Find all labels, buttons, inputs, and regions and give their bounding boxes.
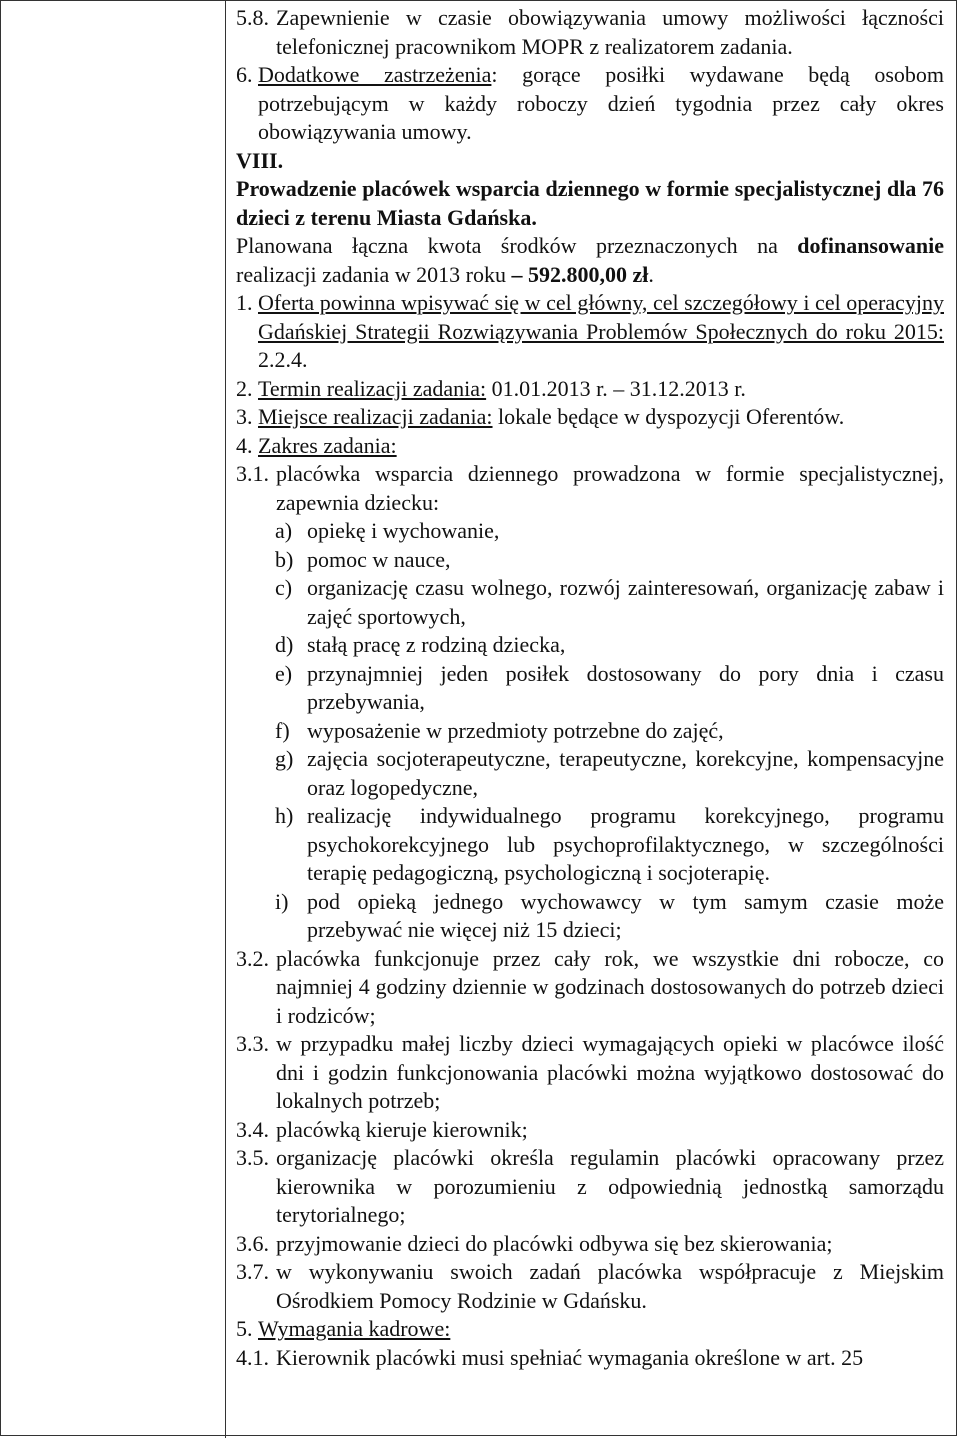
subitem-4-1 bbox=[236, 1344, 944, 1373]
item-text: przyjmowanie dzieci do placówki odbywa się bez skierowania; bbox=[276, 1230, 833, 1256]
item-number: 1. bbox=[236, 290, 253, 315]
subitem-3-4 bbox=[236, 1116, 944, 1145]
list-text: zajęcia socjoterapeutyczne, terapeutyczne, korekcyjne, kompensacyjne oraz logopedyczne, bbox=[307, 746, 944, 800]
item-number: 3.5. bbox=[236, 1145, 269, 1170]
subitem-3-1 bbox=[236, 460, 944, 517]
item-4 bbox=[236, 432, 944, 461]
subitem-3-3 bbox=[236, 1030, 944, 1116]
funding-paragraph bbox=[236, 232, 944, 289]
funding-text: realizacji zadania w 2013 roku bbox=[236, 261, 512, 287]
item-label: Zakres zadania: bbox=[258, 432, 397, 458]
list-letter: i) bbox=[275, 888, 289, 914]
section-title: Prowadzenie placówek wsparcia dziennego w formie specjalistycznej dla 76 dzieci z terenu Miasta Gdańska. bbox=[236, 176, 944, 230]
list-item bbox=[275, 888, 944, 945]
subitem-3-7 bbox=[236, 1258, 944, 1315]
item-number: 2. bbox=[236, 375, 253, 401]
item-text: w przypadku małej liczby dzieci wymagających opieki w placówce ilość dni i godzin funkcjonowania placówki można wyjątkowo dostosować do lokalnych potrzeb; bbox=[276, 1031, 944, 1113]
item-text: w wykonywaniu swoich zadań placówka współpracuje z Miejskim Ośrodkiem Pomocy Rodzinie w Gdańsku. bbox=[276, 1259, 944, 1313]
list-text: opiekę i wychowanie, bbox=[307, 518, 500, 543]
item-number: 3. bbox=[236, 404, 253, 429]
item-number: 5.8. bbox=[236, 5, 269, 30]
list-text: wyposażenie w przedmioty potrzebne do zajęć, bbox=[307, 717, 724, 743]
list-letter: c) bbox=[275, 575, 293, 600]
item-number: 5. bbox=[236, 1316, 253, 1341]
item-5 bbox=[236, 1315, 944, 1344]
list-text: przynajmniej jeden posiłek dostosowany do pory dnia i czasu przebywania, bbox=[307, 660, 944, 714]
list-letter: b) bbox=[275, 546, 294, 572]
item-number: 3.7. bbox=[236, 1259, 269, 1284]
item-number: 4. bbox=[236, 432, 253, 458]
document-content bbox=[236, 4, 944, 1372]
list-item bbox=[275, 745, 944, 802]
list-text: realizację indywidualnego programu korekcyjnego, programu psychokorekcyjnego lub psychoprofilaktycznego, w szczególności terapię pedagogiczną, psychologiczną i socjoterapię. bbox=[307, 803, 944, 885]
item-body: 01.01.2013 r. – 31.12.2013 r. bbox=[486, 375, 746, 401]
item-number: 3.4. bbox=[236, 1116, 269, 1142]
funding-text: Planowana łączna kwota środków przeznaczonych na bbox=[236, 233, 798, 258]
item-text bbox=[258, 289, 944, 375]
list-letter: a) bbox=[275, 518, 293, 543]
item-5-8 bbox=[236, 4, 944, 61]
list-item bbox=[275, 660, 944, 717]
list-item bbox=[275, 717, 944, 746]
item-number: 3.2. bbox=[236, 945, 269, 971]
list-text: pomoc w nauce, bbox=[307, 546, 451, 572]
subitem-3-5 bbox=[236, 1144, 944, 1230]
item-number: 3.6. bbox=[236, 1230, 269, 1256]
item-3 bbox=[236, 403, 944, 432]
subitem-3-2 bbox=[236, 945, 944, 1031]
item-text: organizację placówki określa regulamin placówki opracowany przez kierownika w porozumieniu z odpowiednią jednostką samorządu terytorialnego; bbox=[276, 1145, 944, 1227]
item-label: Miejsce realizacji zadania: bbox=[258, 404, 493, 429]
item-number: 6. bbox=[236, 62, 253, 87]
item-label: Dodatkowe zastrzeżenia bbox=[258, 62, 492, 87]
list-item bbox=[275, 631, 944, 660]
item-2 bbox=[236, 375, 944, 404]
item-label: Termin realizacji zadania: bbox=[258, 375, 487, 401]
item-text: placówką kieruje kierownik; bbox=[276, 1116, 528, 1142]
funding-amount: – 592.800,00 zł bbox=[511, 261, 649, 287]
item-number: 4.1. bbox=[236, 1344, 269, 1370]
list-text: pod opieką jednego wychowawcy w tym samym czasie może przebywać nie więcej niż 15 dzieci; bbox=[307, 888, 944, 942]
list-item bbox=[275, 517, 944, 546]
item-text bbox=[258, 375, 944, 404]
item-text: placówka wsparcia dziennego prowadzona w formie specjalistycznej, zapewnia dziecku: bbox=[276, 461, 944, 515]
item-1 bbox=[236, 289, 944, 375]
funding-emphasis: dofinansowanie bbox=[797, 233, 944, 258]
item-number: 3.3. bbox=[236, 1031, 269, 1056]
item-body: lokale będące w dyspozycji Oferentów. bbox=[492, 404, 845, 429]
funding-text: . bbox=[648, 261, 654, 287]
list-item bbox=[275, 546, 944, 575]
item-text: placówka funkcjonuje przez cały rok, we wszystkie dni robocze, co najmniej 4 godziny dziennie w godzinach dostosowanych do potrzeb dzieci i rodziców; bbox=[276, 945, 944, 1028]
list-item bbox=[275, 802, 944, 888]
list-letter: h) bbox=[275, 803, 294, 828]
item-label: Oferta powinna wpisywać się w cel główny, cel szczegółowy i cel operacyjny Gdańskiej Strategii Rozwiązywania Problemów Społecznych do roku 2015: bbox=[258, 290, 944, 344]
list-letter: g) bbox=[275, 746, 294, 771]
list-text: organizację czasu wolnego, rozwój zainteresowań, organizację zabaw i zajęć sportowych, bbox=[307, 575, 944, 629]
item-text bbox=[258, 403, 944, 432]
list-item bbox=[275, 574, 944, 631]
item-body: 2.2.4. bbox=[258, 347, 308, 372]
list-text: stałą pracę z rodziną dziecka, bbox=[307, 632, 566, 657]
item-text bbox=[258, 61, 944, 147]
item-text: Zapewnienie w czasie obowiązywania umowy możliwości łączności telefonicznej pracownikom MOPR z realizatorem zadania. bbox=[276, 5, 944, 59]
subitem-3-6 bbox=[236, 1230, 944, 1259]
list-letter: e) bbox=[275, 660, 293, 686]
lettered-list bbox=[275, 517, 944, 945]
item-label: Wymagania kadrowe: bbox=[258, 1316, 451, 1341]
item-6 bbox=[236, 61, 944, 147]
list-letter: d) bbox=[275, 632, 294, 657]
section-number: VIII. bbox=[236, 147, 284, 173]
item-number: 3.1. bbox=[236, 461, 269, 486]
column-divider bbox=[225, 0, 226, 1438]
list-letter: f) bbox=[275, 717, 290, 743]
item-body: : gorące posiłki wydawane będą osobom potrzebującym w każdy roboczy dzień tygodnia przez cały okres obowiązywania umowy. bbox=[258, 62, 944, 144]
item-text: Kierownik placówki musi spełniać wymagania określone w art. 25 bbox=[276, 1344, 864, 1370]
